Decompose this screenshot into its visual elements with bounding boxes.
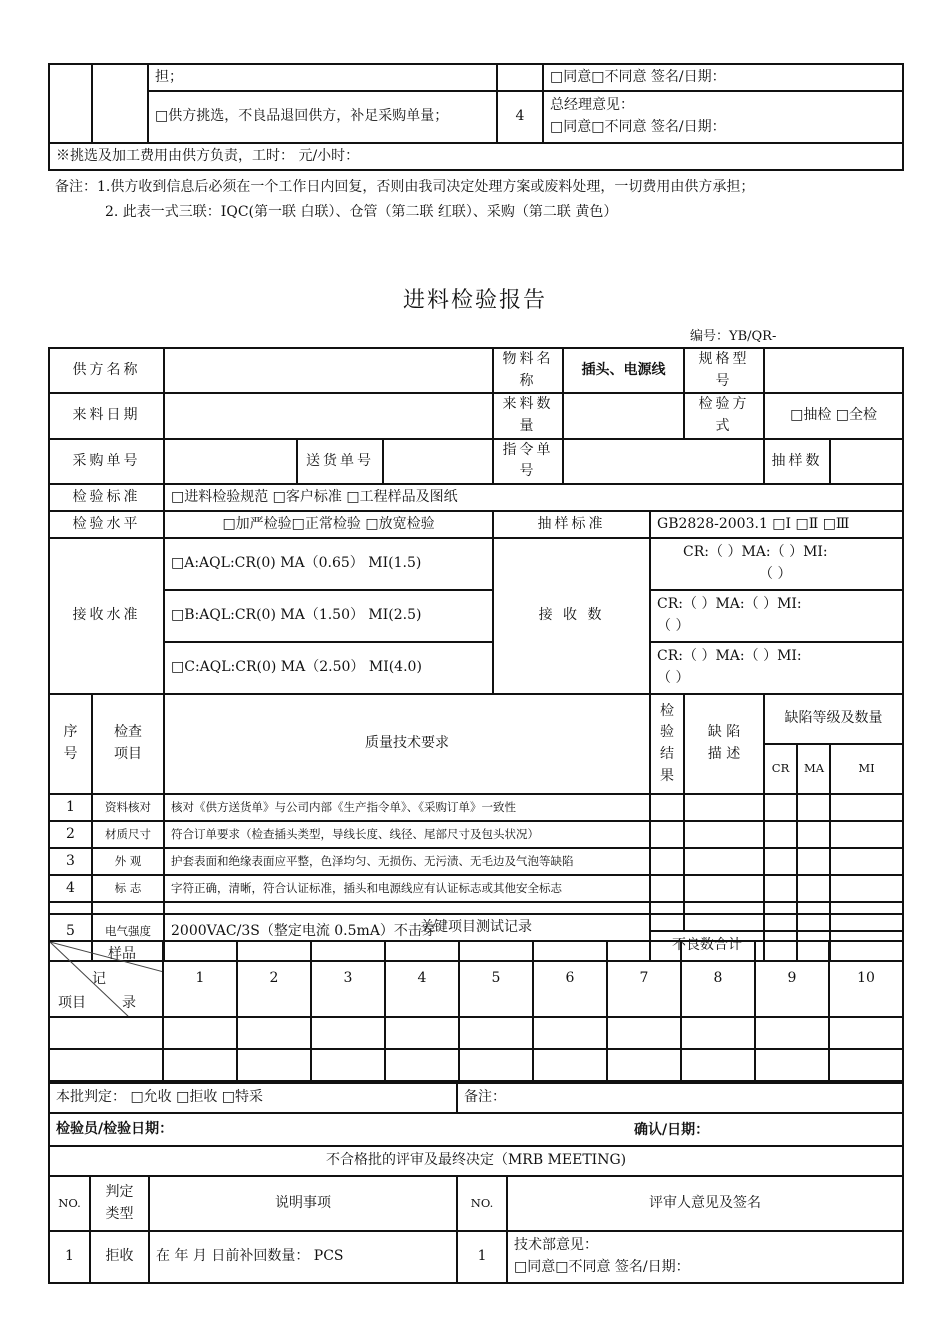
defect-total-label: 不良数合计 [650,931,764,961]
result-cell [650,821,684,848]
ma-cell [797,794,830,821]
sample-col-header: 5 [459,941,533,1017]
judgement-remark: 备注： [457,1083,903,1113]
mi-cell [830,848,903,875]
item-requirement: 护套表面和绝缘表面应平整，色泽均匀、无损伤、无污渍、无毛边及气泡等缺陷 [164,848,650,875]
supplier-value [164,348,493,393]
item-name: 材质尺寸 [92,821,164,848]
mrb-title: 不合格批的评审及最终决定（MRB MEETING) [49,1146,903,1176]
approval-line: □同意□不同意 签名/日期： [543,64,903,91]
delivery-label: 送货单号 [297,439,383,484]
table-row [49,848,903,875]
gm-opinion-cell [543,91,903,143]
defect-cell [684,875,764,902]
aql-option-c: □C:AQL:CR(0) MA（2.50） MI(4.0) [164,642,493,694]
mrb-row-type: 拒收 [90,1231,149,1283]
blank-cell [497,64,543,91]
mrb-row-opinion [507,1231,903,1283]
incoming-qty-value [563,393,684,438]
cr-cell [764,821,797,848]
item-no: 4 [49,875,92,902]
row-number: 4 [497,91,543,143]
signature-row [49,1113,903,1146]
item-requirement: 字符正确，清晰，符合认证标准，插头和电源线应有认证标志或其他安全标志 [164,875,650,902]
ma-cell [797,821,830,848]
accept-count-text: （ ） [759,566,792,583]
ma-cell [797,848,830,875]
po-label: 采购单号 [49,439,164,484]
gm-opinion-label: 总经理意见： [550,97,634,114]
item-requirement: 2000VAC/3S（整定电流 0.5mA）不击穿 [164,902,650,961]
accept-count-text: （ ） [657,670,690,687]
inspection-form [48,347,904,962]
table-row [49,1017,903,1049]
incoming-date-label: 来料日期 [49,393,164,438]
result-header: 检验结果 [650,694,684,794]
mi-cell [830,875,903,902]
seq-header: 序号 [49,694,92,794]
item-header: 检查项目 [92,694,164,794]
page-title: 进料检验报告 [402,288,547,313]
incoming-qty-label: 来料数量 [493,393,563,438]
sample-col-header: 10 [829,941,903,1017]
level-value: □加严检验□正常检验 □放宽检验 [164,511,493,538]
table-row [49,1231,903,1283]
confirm-label: 确认/日期： [634,1122,710,1138]
incoming-date-value [164,393,493,438]
defect-desc-header: 缺 陷 描 述 [684,694,764,794]
defect-cell [684,821,764,848]
mrb-type-label: 判定 [105,1183,134,1200]
sample-qty-value [830,439,903,484]
disposal-option-text: □供方挑选，不良品退回供方，补足采购单量； [148,91,497,143]
requirement-header: 质量技术要求 [164,694,650,794]
table-row [49,821,903,848]
mrb-row-no2: 1 [457,1231,507,1283]
judgement-table [48,1082,904,1284]
method-label: 检验方式 [684,393,764,438]
accept-count-a [650,538,903,590]
mi-cell [830,794,903,821]
sample-col-header: 2 [237,941,311,1017]
mi-header: MI [830,744,903,794]
mrb-no2-header: NO. [457,1176,507,1231]
item-name: 资料核对 [92,794,164,821]
remark-line-2: 2. 此表一式三联：IQC(第一联 白联）、仓管（第二联 红联）、采购（第二联 黄色） [105,204,618,220]
cr-cell [764,875,797,902]
fee-note: ※挑选及加工费用由供方负责，工时： 元/小时： [49,143,903,170]
item-requirement: 核对《供方送货单》与公司内部《生产指令单》、《采购订单》一致性 [164,794,650,821]
table-row [49,1049,903,1081]
tech-dept-label: 技术部意见： [514,1237,599,1254]
diagonal-header-cell [49,941,163,1017]
cr-cell [764,794,797,821]
item-name: 电气强度 [92,902,164,961]
sample-col-header: 4 [385,941,459,1017]
approval-line: □同意□不同意 签名/日期： [550,119,726,135]
accept-count-c [650,642,903,694]
sample-col-header: 3 [311,941,385,1017]
approval-line: □同意□不同意 签名/日期： [514,1259,690,1275]
ma-header: MA [797,744,830,794]
key-test-title: 关键项目测试记录 [49,914,903,941]
spec-label: 规格型号 [684,348,764,393]
order-label: 指令单号 [493,439,563,484]
sample-col-header: 1 [163,941,237,1017]
accept-count-text: CR:（ ）MA:（ ）MI: [657,596,802,613]
delivery-value [383,439,493,484]
level-label: 检验水平 [49,511,164,538]
disposal-option-text: 担； [148,64,497,91]
method-value: □抽检 □全检 [764,393,903,438]
remark-line-1: 备注：1.供方收到信息后必须在一个工作日内回复，否则由我司决定处理方案或废料处理，一切费用由供方承担； [55,179,755,195]
accept-count-text: CR:（ ）MA:（ ）MI: [657,648,802,665]
item-name: 外 观 [92,848,164,875]
form-code: 编号：YB/QR- [690,329,777,344]
mi-cell [830,821,903,848]
item-no: 3 [49,848,92,875]
accept-count-b [650,590,903,642]
mrb-row-desc: 在 年 月 日前补回数量： PCS [149,1231,457,1283]
sample-col-header: 7 [607,941,681,1017]
aql-option-a: □A:AQL:CR(0) MA（0.65） MI(1.5) [164,538,493,590]
result-cell [650,875,684,902]
sample-col-header: 6 [533,941,607,1017]
judgement-options: 本批判定： □允收 □拒收 □特采 [49,1083,457,1113]
item-label: 项目 [58,995,86,1011]
cr-cell [764,848,797,875]
item-no: 5 [49,902,92,961]
defect-cell [684,848,764,875]
result-cell [650,848,684,875]
item-no: 1 [49,794,92,821]
key-test-table [48,913,904,1082]
previous-page-table [48,63,904,171]
accept-count-label: 接 收 数 [493,538,650,694]
ma-cell [797,875,830,902]
sampling-label: 抽样标准 [493,511,650,538]
sample-col-header: 8 [681,941,755,1017]
record-label-1: 记 [92,971,106,987]
acceptance-label: 接收水准 [49,538,164,694]
mrb-row-no: 1 [49,1231,90,1283]
sampling-value: GB2828-2003.1 □Ⅰ □Ⅱ □Ⅲ [650,511,903,538]
order-value [563,439,764,484]
material-name-value: 插头、电源线 [563,348,684,393]
spec-value [764,348,903,393]
blank-cell [49,64,92,143]
item-no: 2 [49,821,92,848]
aql-option-b: □B:AQL:CR(0) MA（1.50） MI(2.5) [164,590,493,642]
standard-label: 检验标准 [49,484,164,511]
accept-count-text: （ ） [657,618,690,635]
table-row [49,875,903,902]
blank-cell [92,64,148,143]
sample-label: 样品 [108,946,136,962]
po-value [164,439,297,484]
table-row [49,794,903,821]
item-name: 标 志 [92,875,164,902]
cr-header: CR [764,744,797,794]
mrb-desc-header: 说明事项 [149,1176,457,1231]
inspector-label: 检验员/检验日期： [56,1120,174,1137]
mrb-no-header: NO. [49,1176,90,1231]
mrb-type-label: 类型 [105,1205,134,1222]
standard-value: □进料检验规范 □客户标准 □工程样品及图纸 [164,484,903,511]
supplier-label: 供方名称 [49,348,164,393]
defect-grade-header: 缺陷等级及数量 [764,694,903,744]
item-requirement: 符合订单要求（检查插头类型，导线长度、线径、尾部尺寸及包头状况） [164,821,650,848]
sample-col-header: 9 [755,941,829,1017]
defect-cell [684,794,764,821]
mrb-opinion-header: 评审人意见及签名 [507,1176,903,1231]
accept-count-text: CR:（ ）MA:（ ）MI: [683,544,828,561]
material-name-label: 物料名称 [493,348,563,393]
mrb-type-header [90,1176,149,1231]
sample-qty-label: 抽样数 [764,439,830,484]
record-label-2: 录 [122,995,136,1011]
result-cell [650,794,684,821]
